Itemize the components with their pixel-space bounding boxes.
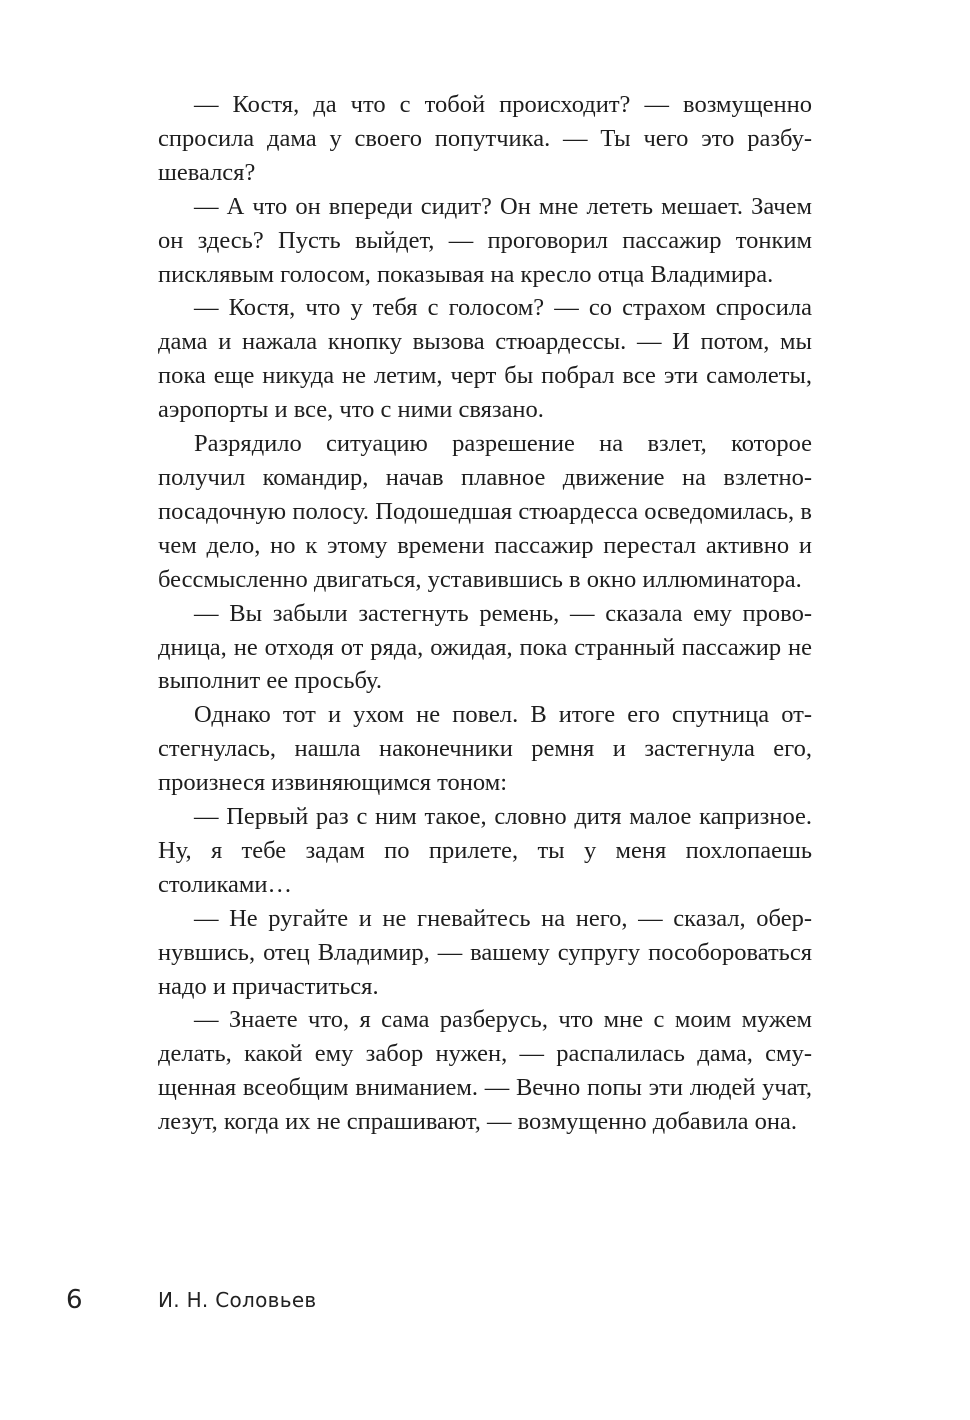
paragraph: — Костя, да что с тобой происходит? — возмущенно спросила дама у своего попутчика. — Ты чего это разбушевался? (158, 91, 812, 186)
paragraph: — Первый раз с ним такое, словно дитя малое капризное. Ну, я тебе задам по прилете, ты у меня похлопаешь столиками… (158, 803, 812, 898)
paragraph: Разрядило ситуацию разрешение на взлет, которое получил командир, начав плавное движение на взлетно-посадочную полосу. Подошедшая стюардесса осведомилась, в чем дело, но к этому времени пассажир перестал активно и бессмысленно двигаться, уставившись в окно иллюминатора. (158, 430, 812, 593)
paragraph: Однако тот и ухом не повел. В итоге его спутница отстегнулась, нашла наконечники ремня и застегнула его, произнеся извиняющимся тоном: (158, 701, 812, 797)
paragraph: — Костя, что у тебя с голосом? — со страхом спросила дама и нажала кнопку вызова стюардессы. — И потом, мы пока еще никуда не летим, черт бы побрал все эти самолеты, аэропорты и все, что с ними связано. (158, 294, 812, 424)
paragraph: — Не ругайте и не гневайтесь на него, — сказал, обернувшись, отец Владимир, — вашему супругу пособороваться надо и причаститься. (158, 904, 812, 1000)
paragraph: — Знаете что, я сама разберусь, что мне с моим мужем делать, какой ему забор нужен, — распалилась дама, смущенная всеобщим вниманием. — Вечно попы эти людей учат, лезут, когда их не спрашивают, — возмущенно добавила она. (158, 1006, 812, 1136)
page-footer (0, 1285, 970, 1325)
page-number: 6 (66, 1285, 83, 1315)
paragraph: — Вы забыли застегнуть ремень, — сказала ему проводница, не отходя от ряда, ожидая, пока странный пассажир не выполнит ее просьбу. (158, 599, 812, 695)
page-body-text (158, 88, 812, 1139)
running-title: И. Н. Соловьев (158, 1288, 317, 1312)
paragraph: — А что он впереди сидит? Он мне лететь мешает. Зачем он здесь? Пусть выйдет, — проговорил пассажир тонким писклявым голосом, показывая на кресло отца Владимира. (158, 192, 812, 288)
